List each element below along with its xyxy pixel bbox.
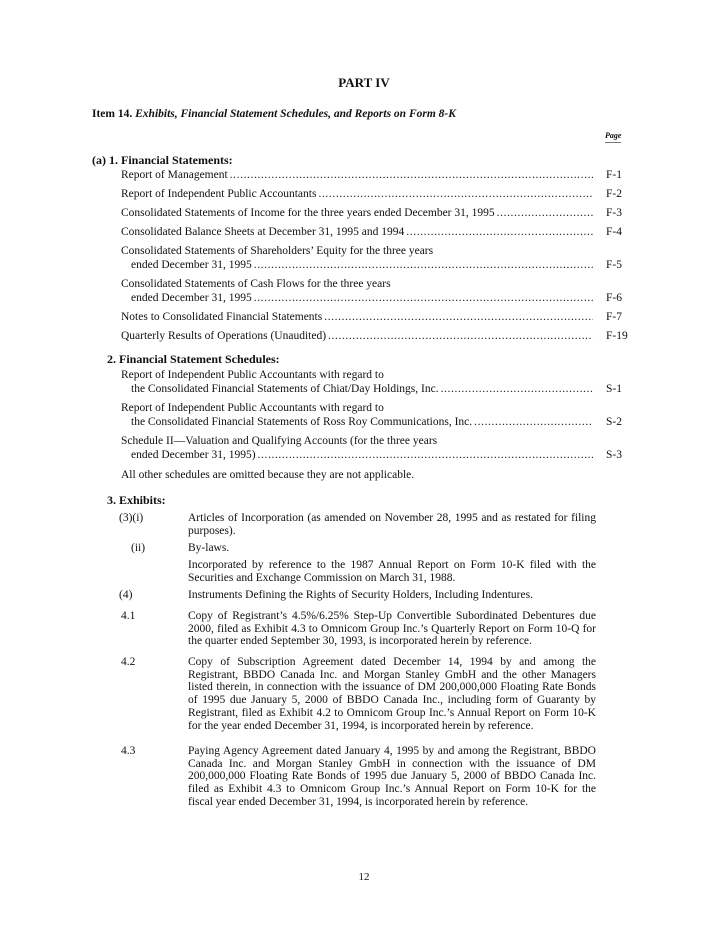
toc-row	[121, 435, 593, 462]
toc-page: F-1	[606, 169, 622, 181]
exhibit-number: 4.1	[121, 610, 136, 622]
toc-text: ended December 31, 1995)	[131, 448, 256, 461]
leader-dots	[497, 207, 593, 221]
toc-text: the Consolidated Financial Statements of Ross Roy Communications, Inc.	[131, 415, 473, 428]
leader-dots	[406, 226, 593, 240]
toc-text: Consolidated Balance Sheets at December 31, 1995 and 1994	[121, 226, 405, 238]
toc-page: F-19	[606, 330, 628, 342]
exhibit-number: 4.3	[121, 745, 136, 757]
toc-page: F-2	[606, 188, 622, 200]
toc-page: F-6	[606, 292, 622, 304]
schedules-note: All other schedules are omitted because they are not applicable.	[121, 469, 415, 481]
toc-text: Quarterly Results of Operations (Unaudited)	[121, 330, 327, 342]
leader-dots	[254, 259, 593, 273]
toc-row	[121, 311, 593, 325]
toc-page: F-7	[606, 311, 622, 323]
toc-row	[121, 402, 593, 429]
toc-page: S-2	[606, 416, 622, 428]
toc-row	[121, 188, 593, 202]
item-14-label: Item 14.	[92, 108, 133, 120]
toc-page: S-1	[606, 383, 622, 395]
exhibit-description: By-laws.	[188, 542, 230, 554]
page-title: PART IV	[338, 75, 390, 90]
toc-text: Report of Independent Public Accountants with regard to	[121, 402, 384, 414]
toc-text: Consolidated Statements of Income for the three years ended December 31, 1995	[121, 207, 495, 219]
toc-page: F-5	[606, 259, 622, 271]
toc-text: Report of Management	[121, 169, 228, 181]
toc-page: S-3	[606, 449, 622, 461]
exhibit-description: Paying Agency Agreement dated January 4, 1995 by and among the Registrant, BBDO Canada Inc. and Morgan Stanley GmbH in connection with the issuance of DM 200,000,000 Floating Rate Bonds of 1995 due January 5, 2000 of BBDO Canada Inc. filed as Exhibit 4.3 to Omnicom Group Inc.’s Annual Report on Form 10-K for the fiscal year ended December 31, 1994, is incorporated herein by reference.	[188, 745, 596, 808]
toc-row	[121, 278, 593, 305]
item-14-heading	[92, 108, 456, 120]
toc-text: Consolidated Statements of Shareholders’ Equity for the three years	[121, 245, 434, 257]
exhibit-number: (4)	[119, 589, 133, 601]
toc-text: Report of Independent Public Accountants with regard to	[121, 369, 384, 381]
leader-dots	[328, 330, 593, 344]
toc-row	[121, 330, 593, 344]
toc-text: Notes to Consolidated Financial Statements	[121, 311, 323, 323]
leader-dots	[441, 383, 593, 397]
page-column-header: Page	[605, 131, 621, 143]
exhibit-number: (ii)	[131, 542, 146, 554]
toc-row	[121, 245, 593, 272]
toc-row	[121, 369, 593, 396]
leader-dots	[230, 169, 593, 183]
leader-dots	[324, 311, 593, 325]
exhibit-description: Instruments Defining the Rights of Security Holders, Including Indentures.	[188, 589, 533, 601]
section-schedules: 2. Financial Statement Schedules:	[107, 352, 280, 366]
section-exhibits: 3. Exhibits:	[107, 493, 166, 507]
toc-row	[121, 226, 593, 240]
toc-text: ended December 31, 1995	[131, 291, 252, 304]
page-number: 12	[358, 871, 370, 883]
exhibit-description: Articles of Incorporation (as amended on November 28, 1995 and as restated for filing purposes).	[188, 512, 596, 537]
toc-text: ended December 31, 1995	[131, 258, 252, 271]
toc-text: Report of Independent Public Accountants	[121, 188, 317, 200]
leader-dots	[318, 188, 593, 202]
toc-page: F-4	[606, 226, 622, 238]
exhibit-description: Copy of Registrant’s 4.5%/6.25% Step-Up Convertible Subordinated Debentures due 2000, filed as Exhibit 4.3 to Omnicom Group Inc.’s Quarterly Report on Form 10-Q for the quarter ended September 30, 1993, is incorporated herein by reference.	[188, 610, 596, 648]
toc-text: the Consolidated Financial Statements of Chiat/Day Holdings, Inc.	[131, 382, 439, 395]
leader-dots	[254, 292, 593, 306]
section-financial-statements: (a) 1. Financial Statements:	[92, 153, 233, 167]
exhibit-description: Incorporated by reference to the 1987 Annual Report on Form 10-K filed with the Securities and Exchange Commission on March 31, 1988.	[188, 559, 596, 584]
toc-text: Schedule II—Valuation and Qualifying Accounts (for the three years	[121, 435, 438, 447]
leader-dots	[258, 449, 593, 463]
toc-row	[121, 169, 593, 183]
toc-page: F-3	[606, 207, 622, 219]
toc-text: Consolidated Statements of Cash Flows for the three years	[121, 278, 391, 290]
exhibit-number: 4.2	[121, 656, 136, 668]
toc-row	[121, 207, 593, 221]
leader-dots	[474, 416, 593, 430]
item-14-text: Exhibits, Financial Statement Schedules, and Reports on Form 8-K	[135, 108, 456, 120]
exhibit-number: (3)(i)	[119, 512, 144, 524]
exhibit-description: Copy of Subscription Agreement dated December 14, 1994 by and among the Registrant, BBDO Canada Inc. and Morgan Stanley GmbH and the other Managers listed therein, in connection with the issuance of DM 200,000,000 Floating Rate Bonds of 1995 due January 5, 2000 of BBDO Canada Inc., including form of Guaranty by Registrant, filed as Exhibit 4.2 to Omnicom Group Inc.’s Annual Report on Form 10-K for the year ended December 31, 1994, is incorporated herein by reference.	[188, 656, 596, 732]
